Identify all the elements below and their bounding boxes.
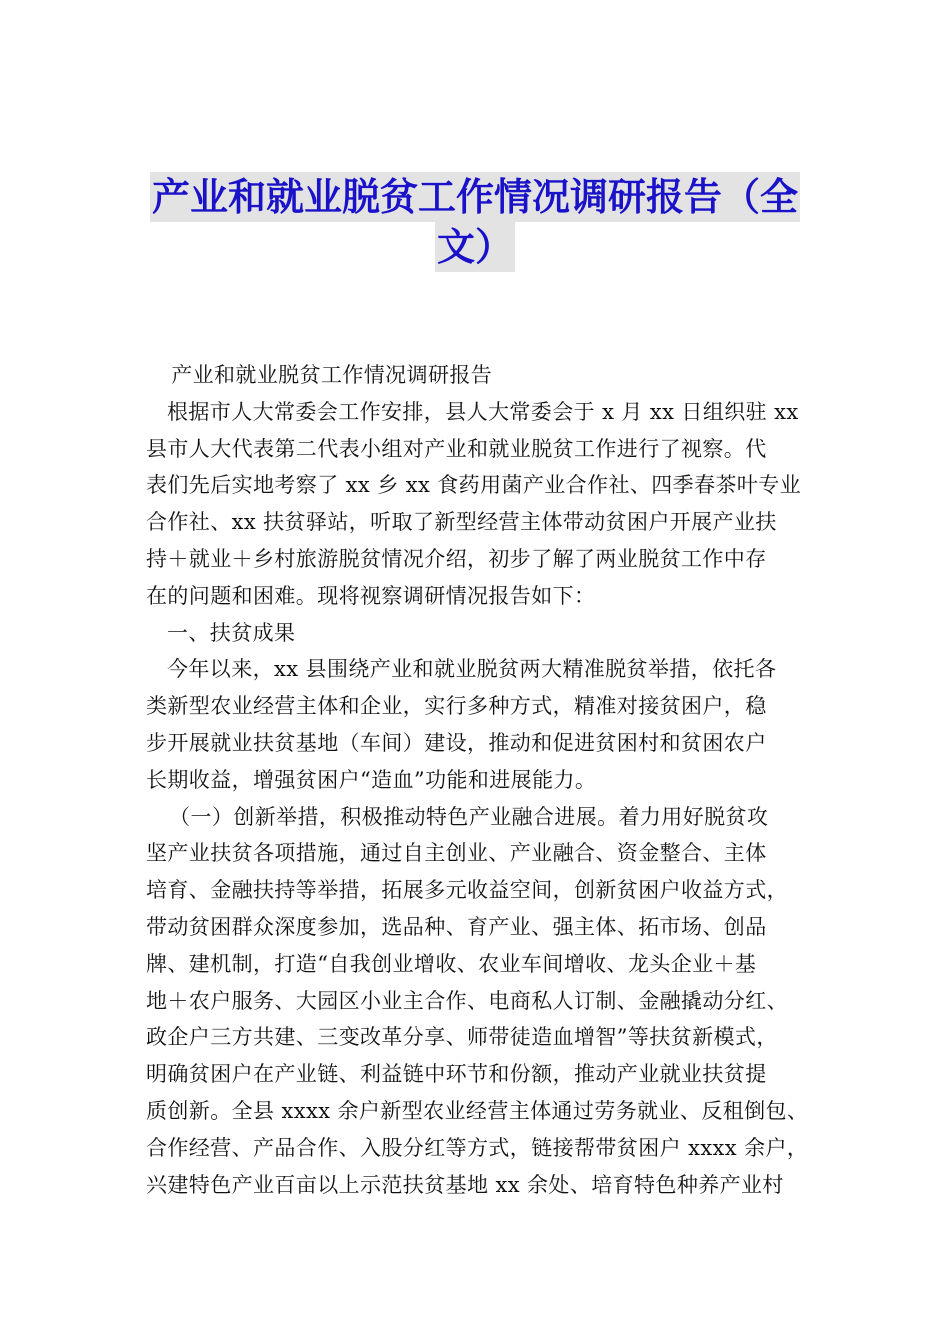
paragraph-intro [146, 394, 810, 615]
paragraph-line: 县市人大代表第二代表小组对产业和就业脱贫工作进行了视察。代 [146, 436, 767, 461]
document-subtitle [146, 357, 810, 394]
title-line-1: 产业和就业脱贫工作情况调研报告（全 [150, 172, 800, 222]
paragraph-line: 步开展就业扶贫基地（车间）建设，推动和促进贫困村和贫困农户 [146, 730, 767, 755]
paragraph-line: 持＋就业＋乡村旅游脱贫情况介绍，初步了解了两业脱贫工作中存 [146, 546, 767, 571]
paragraph-line: 地＋农户服务、大园区小业主合作、电商私人订制、金融撬动分红、 [146, 988, 788, 1013]
subtitle-text: 产业和就业脱贫工作情况调研报告 [171, 363, 493, 387]
paragraph-line: 政企户三方共建、三变改革分享、师带徒造血增智”等扶贫新模式， [146, 1025, 778, 1050]
section-heading [146, 615, 810, 652]
paragraph-line: 合作社、xx 扶贫驿站，听取了新型经营主体带动贫困户开展产业扶 [146, 510, 777, 535]
title-line-2: 文） [435, 222, 515, 272]
paragraph-line: 今年以来，xx 县围绕产业和就业脱贫两大精准脱贫举措，依托各 [167, 657, 777, 682]
paragraph-line: 长期收益，增强贫困户“造血”功能和进展能力。 [146, 767, 597, 792]
paragraph-results [146, 651, 810, 798]
section-heading-text: 一、扶贫成果 [167, 620, 296, 645]
paragraph-line: 表们先后实地考察了 xx 乡 xx 食药用菌产业合作社、四季春茶叶专业 [146, 473, 802, 498]
paragraph-line: 培育、金融扶持等举措，拓展多元收益空间，创新贫困户收益方式， [146, 878, 788, 903]
document-title [0, 172, 950, 272]
paragraph-line: 明确贫困户在产业链、利益链中环节和份额，推动产业就业扶贫提 [146, 1062, 767, 1087]
paragraph-line: 合作经营、产品合作、入股分红等方式，链接帮带贫困户 xxxx 余户， [146, 1135, 809, 1160]
paragraph-line: 带动贫困群众深度参加，选品种、育产业、强主体、拓市场、创品 [146, 914, 767, 939]
paragraph-line: 根据市人大常委会工作安排，县人大常委会于 x 月 xx 日组织驻 xx [167, 399, 799, 424]
paragraph-line: （一）创新举措，积极推动特色产业融合进展。着力用好脱贫攻 [169, 804, 769, 829]
paragraph-line: 兴建特色产业百亩以上示范扶贫基地 xx 余处、培育特色种养产业村 [146, 1172, 784, 1197]
paragraph-line: 在的问题和困难。现将视察调研情况报告如下： [146, 583, 596, 608]
paragraph-innovation [146, 799, 810, 1204]
paragraph-line: 牌、建机制，打造“自我创业增收、农业车间增收、龙头企业＋基 [146, 951, 757, 976]
paragraph-line: 质创新。全县 xxxx 余户新型农业经营主体通过劳务就业、反租倒包、 [146, 1098, 809, 1123]
paragraph-line: 类新型农业经营主体和企业，实行多种方式，精准对接贫困户，稳 [146, 694, 767, 719]
paragraph-line: 坚产业扶贫各项措施，通过自主创业、产业融合、资金整合、主体 [146, 841, 767, 866]
document-body [146, 357, 810, 1203]
